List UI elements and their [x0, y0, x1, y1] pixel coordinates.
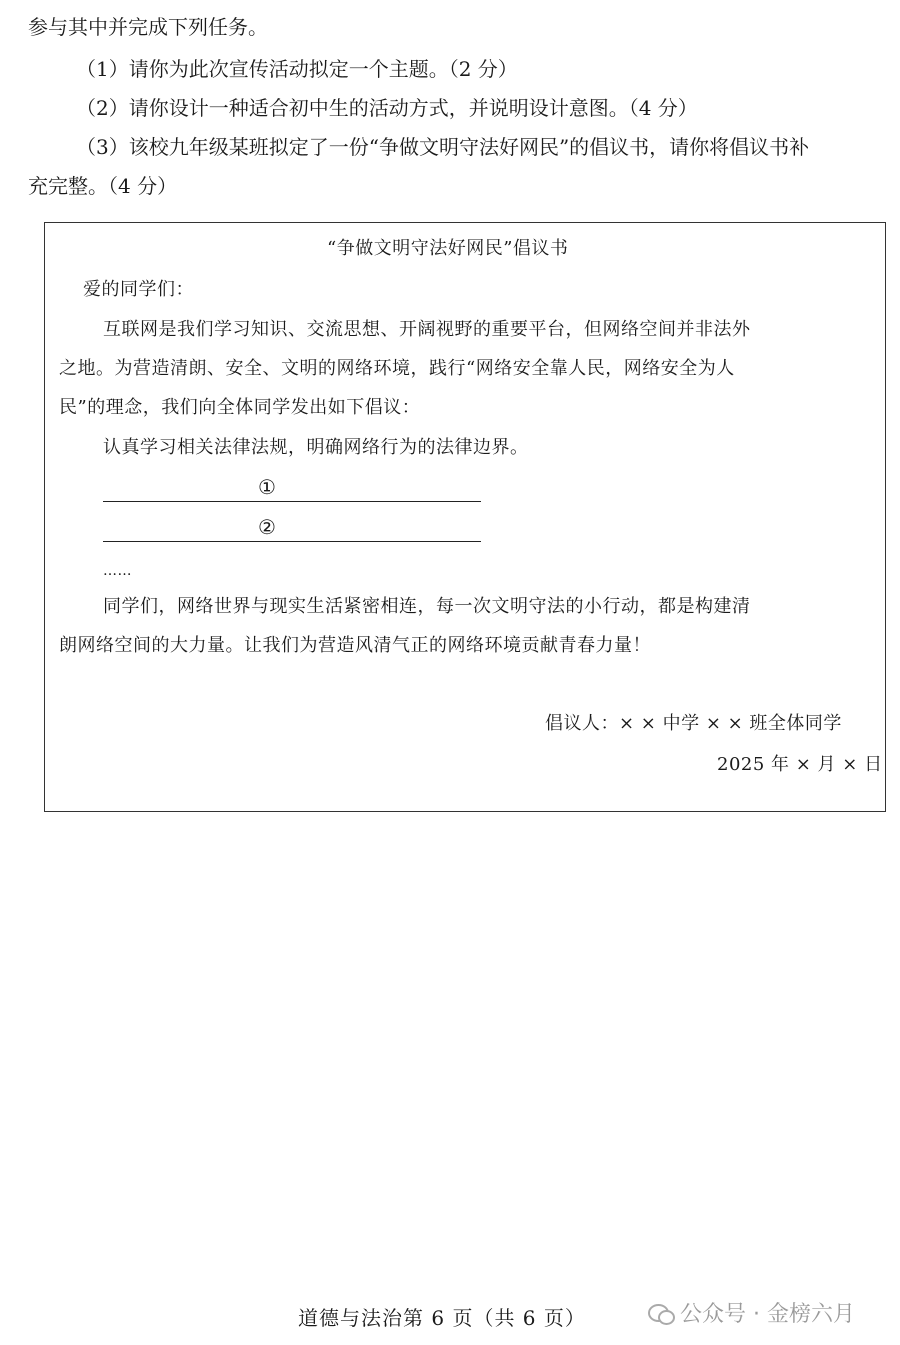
- letter-item-0: 认真学习相关法律法规，明确网络行为的法律边界。: [103, 437, 529, 458]
- page-footer: 道德与法治第 6 页（共 6 页）: [298, 1306, 586, 1330]
- letter-signer: 倡议人：× × 中学 × × 班全体同学: [545, 713, 842, 734]
- letter-para2-line1: 同学们，网络世界与现实生活紧密相连，每一次文明守法的小行动，都是构建清: [103, 596, 751, 617]
- task-2: （2）请你设计一种适合初中生的活动方式，并说明设计意图。（4 分）: [76, 96, 698, 120]
- intro-text: 参与其中并完成下列任务。: [28, 15, 268, 39]
- blank-line-2[interactable]: [103, 517, 481, 542]
- task-1: （1）请你为此次宣传活动拟定一个主题。（2 分）: [76, 57, 518, 81]
- letter-para2-line2: 朗网络空间的大力量。让我们为营造风清气正的网络环境贡献青春力量！: [59, 635, 651, 656]
- blank-1-marker: ①: [258, 475, 276, 499]
- proposal-letter-box: [44, 222, 886, 812]
- blank-line-1[interactable]: [103, 477, 481, 502]
- watermark: [648, 1297, 855, 1328]
- letter-para1-line1: 互联网是我们学习知识、交流思想、开阔视野的重要平台，但网络空间并非法外: [103, 319, 751, 340]
- letter-para1-line2: 之地。为营造清朗、安全、文明的网络环境，践行“网络安全靠人民，网络安全为人: [59, 358, 735, 379]
- task-3-cont: 充完整。（4 分）: [28, 174, 178, 198]
- wechat-icon: [648, 1302, 674, 1324]
- letter-ellipsis: ……: [103, 563, 132, 579]
- letter-salutation: 爱的同学们：: [83, 279, 194, 300]
- letter-title: “争做文明守法好网民”倡议书: [327, 238, 569, 259]
- task-3: （3）该校九年级某班拟定了一份“争做文明守法好网民”的倡议书，请你将倡议书补: [76, 135, 810, 159]
- blank-2-marker: ②: [258, 515, 276, 539]
- watermark-text: 公众号 · 金榜六月: [680, 1302, 855, 1327]
- letter-para1-line3: 民”的理念，我们向全体同学发出如下倡议：: [59, 397, 421, 418]
- letter-date: 2025 年 × 月 × 日: [717, 754, 883, 775]
